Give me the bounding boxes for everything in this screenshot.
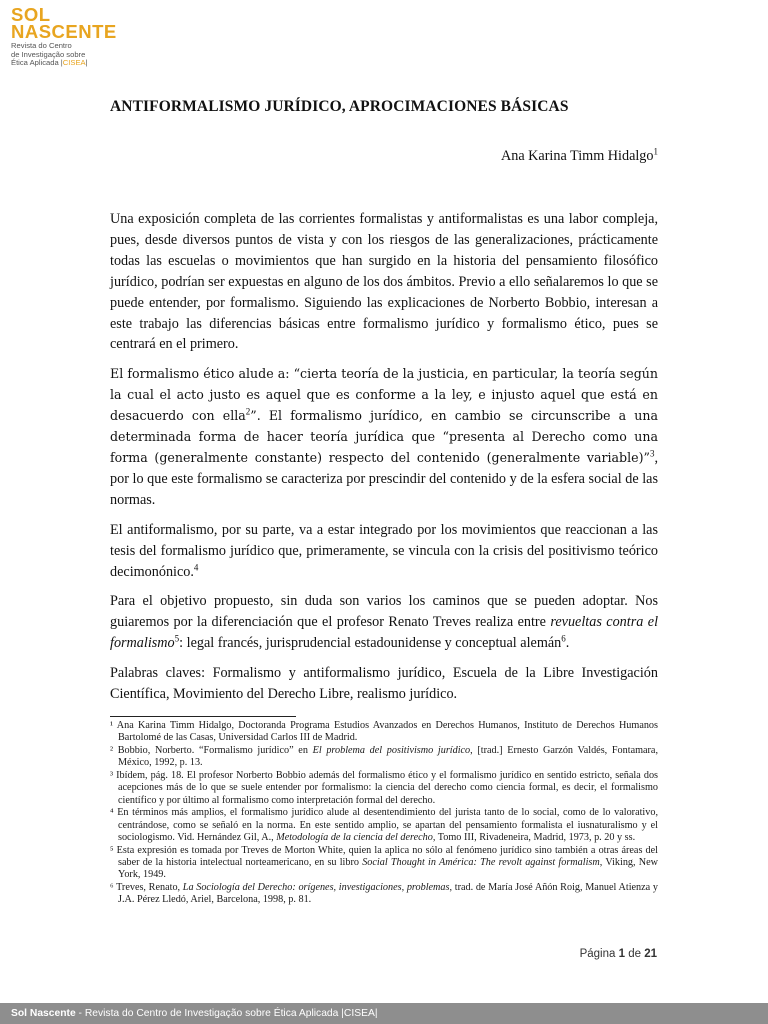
journal-logo [11,6,171,68]
footnote: ⁶ Treves, Renato, La Sociología del Derecho: orígenes, investigaciones, problemas, trad. de María José Añón Roig, Manuel Atienza y J.A. Pérez Lledó, Ariel, Barcelona, 1998, p. 81. [110,881,658,906]
footnote-divider [110,716,296,717]
footnote: ² Bobbio, Norberto. “Formalismo jurídico” en El problema del positivismo jurídico, [trad.] Ernesto Garzón Valdés, Fontamara, México, 1992, p. 13. [110,744,659,769]
paragraph: El antiformalismo, por su parte, va a estar integrado por los movimientos que reaccionan a las tesis del formalismo jurídico que, primeramente, se vincula con la crisis del positivismo teórico decimonónico.$^4$ [110,521,658,580]
page-number: Página 1 de 21 [579,948,657,960]
footer-brand: Sol Nascente [11,1008,76,1019]
paragraph: El formalismo ético alude a: “cierta teoría de la justicia, en particular, la teoría según la cual el acto justo es aquel que es conforme a la ley, e injusto aquel que está en desacuerdo con ella$^2$”. El formalismo jurídico, en cambio se circunscribe a una determinada forma de hacer teoría jurídica que “presenta al Derecho como una forma (generalmente constante) respecto del contenido (generalmente variable)”$^3$, por lo que este formalismo se caracteriza por prescindir del contenido y de la esfera social de las normas. [110,366,658,508]
logo-line-1: SOL [11,4,51,25]
author-name: Ana Karina Timm Hidalgo [500,148,654,164]
paragraph: Para el objetivo propuesto, sin duda son varios los caminos que se pueden adoptar. Nos guiaremos por la diferenciación que el profesor Renato Treves realiza entre revueltas contra el formalismo$^5$: legal francés, jurisprudencial estadounidense y conceptual alemán$^6$. [110,593,659,652]
author-line [501,148,658,165]
footnote: ⁴ En términos más amplios, el formalismo jurídico alude al desentendimiento del jurista tanto de lo social, como de lo valorativo, centrándose, como se señaló en la norma. En este sentido amplio, se apartan del pensamiento formalista el iusnaturalismo y el sociologismo. Vid. Hernández Gil, A., Metodología de la ciencia del derecho, Tomo III, Rivadeneira, Madrid, 1973, p. 20 y ss. [110,807,658,844]
article-body [110,209,658,714]
footnote-ref: 6 [561,633,566,644]
footnote-ref: 1 [653,146,658,157]
footnote: ¹ Ana Karina Timm Hidalgo, Doctoranda Programa Estudios Avanzados en Derechos Humanos, Instituto de Derechos Humanos Bartolomé de las Casas, Universidad Carlos III de Madrid. [110,720,658,744]
footnote-ref: 5 [174,633,180,644]
footnotes [110,720,658,907]
paragraph: Una exposición completa de las corrientes formalistas y antiformalistas es una labor compleja, pues, desde diversos puntos de vista y con los riesgos de las generalizaciones, prácticamente todas las escuelas o movimientos que han surgido en la historia del pensamiento filosófico jurídico, podrían ser expuestas en alguno de los dos ámbitos. Previo a ello señalaremos lo que se puede entender, por formalismo. Siguiendo las explicaciones de Norberto Bobbio, interesan a este trabajo las diferencias básicas entre formalismo jurídico y formalismo ético, pues se centrará en el primero. [110,211,658,353]
footnote: ⁵ Esta expresión es tomada por Treves de Morton White, quien la aplica no sólo al fenómeno jurídico sino también a otras áreas del saber de la historia intelectual norteamericano, en su libro Social Thought in América: The revolt against formalism, Viking, New York, 1949. [110,844,659,881]
logo-subtitle: Revista do Centro de Investigação sobre Ética Aplicada |CISEA| [11,41,88,68]
footnote: ³ Ibídem, pág. 18. El profesor Norberto Bobbio además del formalismo ético y el formalismo jurídico en sentido estricto, señala dos acepciones más de lo que se suele entender por formalismo: la ciencia del derecho como ciencia formal, es decir, el formalismo científico y por último al formalismo como interpretación formal del derecho. [110,769,658,806]
footnote-ref: 4 [193,561,199,572]
footer-text: - Revista do Centro de Investigação sobre Ética Aplicada |CISEA| [75,1008,378,1019]
keywords: Palabras claves: Formalismo y antiformalismo jurídico, Escuela de la Libre Investigación Científica, Movimiento del Derecho Libre, realismo jurídico. [110,665,658,703]
footnote-ref: 2 [245,406,251,417]
logo-line-2: NASCENTE [11,21,117,42]
article-title: ANTIFORMALISMO JURÍDICO, APROCIMACIONES BÁSICAS [110,98,569,115]
footer-bar [0,1003,768,1024]
footnote-ref: 3 [649,448,655,459]
